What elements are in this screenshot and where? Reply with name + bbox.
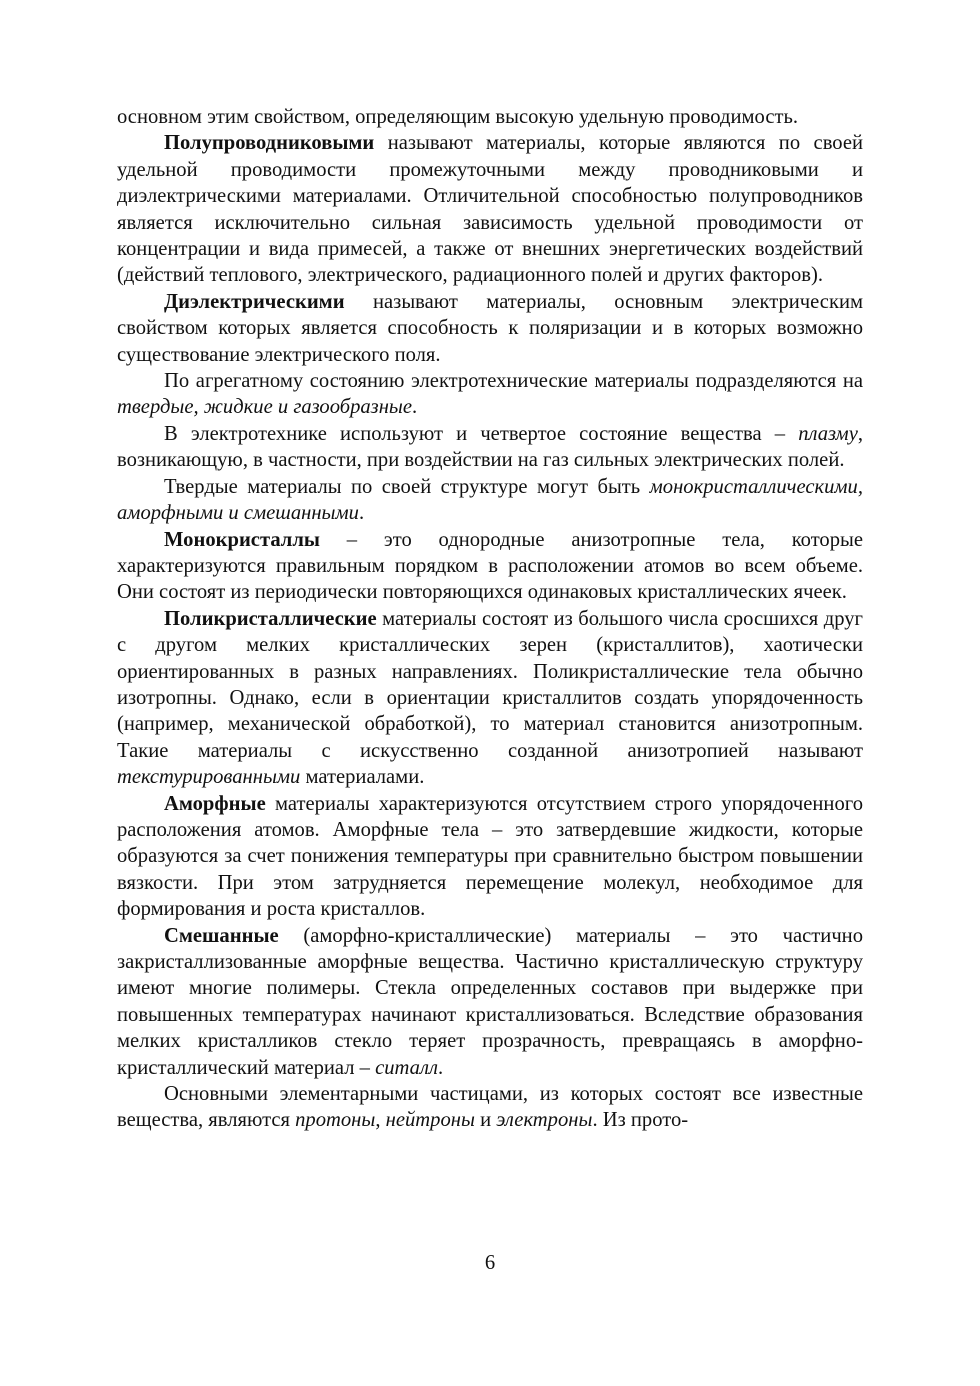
text-run: . (437, 1056, 444, 1079)
term-bold: Монокристаллы (164, 528, 320, 551)
text-run: , возникающую, в частности, при воздействии на газ сильных электрических полей. (117, 422, 863, 472)
text-run: называют материалы, основным электрическим свойством которых является способность к поляризации и в которых возможно существование электрического поля. (117, 290, 863, 366)
term-bold: Диэлектрическими (164, 290, 345, 313)
term-italic: монокристаллическими, аморфными и смешанными (117, 475, 863, 525)
paragraph (117, 289, 863, 368)
text-run: основном этим свойством, определяющим высокую удельную проводимость. (117, 106, 799, 128)
paragraph (117, 606, 863, 791)
term-italic: текстурированными (117, 766, 301, 789)
paragraph (117, 474, 863, 527)
text-run: . (358, 502, 365, 525)
term-bold: Полупроводниковыми (164, 132, 375, 155)
paragraph (117, 1081, 863, 1134)
text-run: материалы состоят из большого числа сросшихся друг с другом мелких кристаллических зерен (кристаллитов), хаотически ориентированных в разных направлениях. Поликристаллические тела обычно изотропны. Однако, если в ориентации кристаллитов создать упорядоченность (например, механической обработкой), то материал становится анизотропным. Такие материалы с искусственно созданной анизотропией называют (117, 607, 863, 762)
term-italic: нейтроны (385, 1109, 475, 1132)
page-number: 6 (484, 1252, 496, 1274)
text-run: В электротехнике используют и четвертое состояние вещества – (164, 422, 799, 445)
paragraph (117, 421, 863, 474)
term-italic: ситалл (375, 1056, 438, 1079)
text-run: Твердые материалы по своей структуре могут быть (164, 475, 650, 498)
paragraph (117, 923, 863, 1081)
text-run: По агрегатному состоянию электротехнические материалы подразделяются на (164, 370, 863, 393)
text-run: . (412, 396, 418, 419)
term-italic: протоны (295, 1109, 376, 1132)
paragraph (117, 368, 863, 421)
term-italic: электроны (496, 1109, 593, 1132)
text-run: называют материалы, которые являются по своей удельной проводимости промежуточными между проводниковыми и диэлектрическими материалами. Отличительной способностью полупроводников является исключительно сильная зависимость удельной проводимости от концентрации и вида примесей, а также от внешних энергетических воздействий (действий теплового, электрического, радиационного полей и других факторов). (117, 132, 863, 287)
text-run: , (375, 1109, 386, 1132)
term-bold: Аморфные (164, 792, 266, 815)
page-body (117, 104, 863, 1134)
term-italic: плазму (798, 422, 858, 445)
paragraph (117, 104, 863, 130)
term-bold: Смешанные (164, 924, 279, 947)
text-run: (аморфно-кристаллические) материалы – это частично закристаллизованные аморфные вещества. Частично кристаллическую структуру имеют многие полимеры. Стекла определенных составов при выдержке при повышенных температурах начинают кристаллизоваться. Вследствие образования мелких кристалликов стекло теряет прозрачность, превращаясь в аморфно-кристаллический материал – (117, 924, 863, 1079)
term-bold: Поликристаллические (164, 607, 377, 630)
paragraph (117, 130, 863, 288)
text-run: Основными элементарными частицами, из которых состоят все известные вещества, являются (117, 1083, 863, 1132)
text-run: . Из прото- (592, 1109, 689, 1132)
text-run: – это однородные анизотропные тела, которые характеризуются правильным порядком в расположении атомов во всем объеме. Они состоят из периодически повторяющихся одинаковых кристаллических ячеек. (117, 528, 863, 604)
paragraph (117, 791, 863, 923)
term-italic: твердые, жидкие и газообразные (117, 396, 413, 419)
text-run: и (474, 1109, 497, 1132)
text-run: материалами. (300, 766, 425, 789)
paragraph (117, 527, 863, 606)
text-run: материалы характеризуются отсутствием строго упорядоченного расположения атомов. Аморфные тела – это затвердевшие жидкости, которые образуются за счет понижения температуры при сравнительно быстром повышении вязкости. При этом затрудняется перемещение молекул, необходимое для формирования и роста кристаллов. (117, 792, 863, 921)
